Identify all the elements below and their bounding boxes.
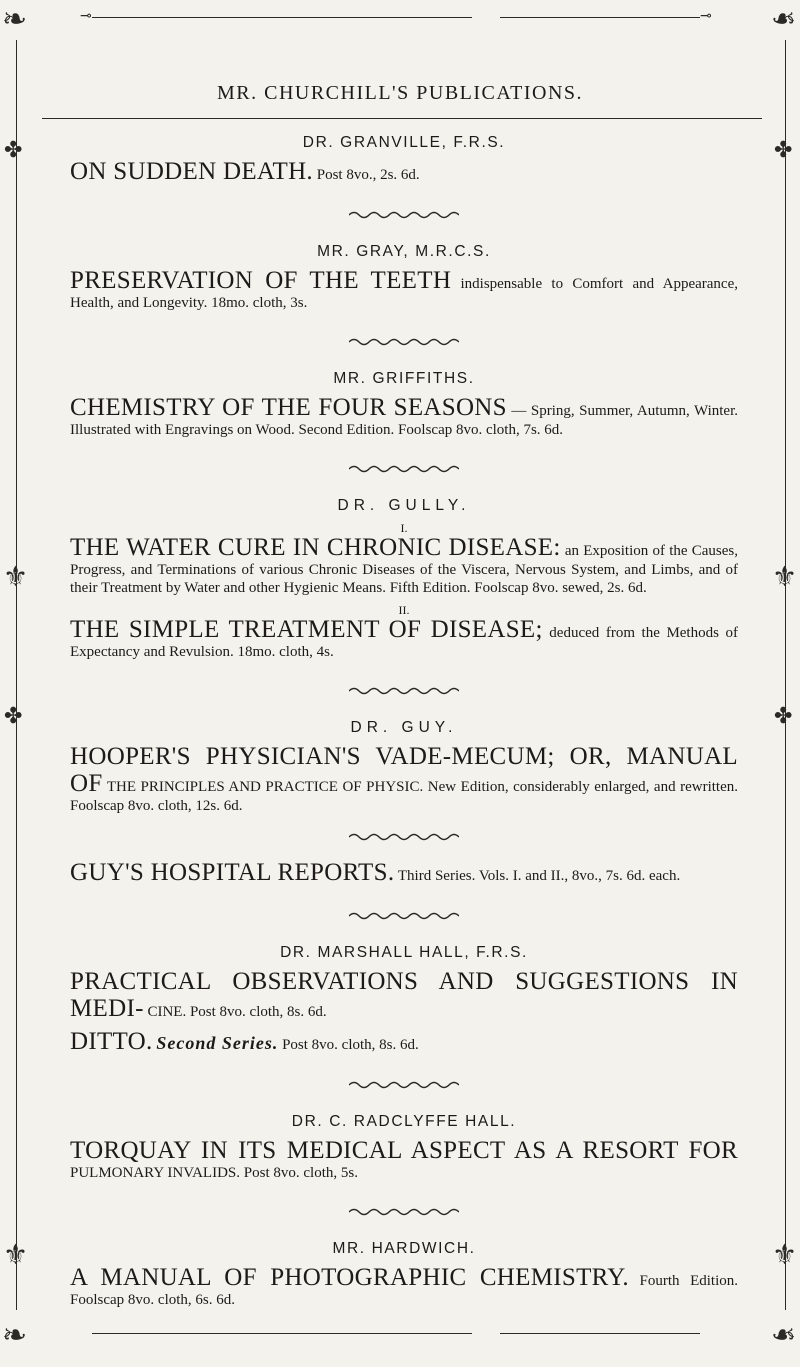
wavy-separator	[70, 207, 738, 227]
top-rule-right	[500, 17, 700, 18]
book-details: Third Series. Vols. I. and II., 8vo., 7s. 6d. each.	[394, 868, 681, 884]
author-heading: MR. GRAY, M.R.C.S.	[317, 243, 491, 260]
book-entry	[70, 1264, 738, 1309]
wavy-separator	[70, 1204, 738, 1224]
dart-ornament: ⊸	[80, 8, 92, 24]
book-entry	[70, 1137, 738, 1182]
entry-number: II.	[398, 603, 410, 617]
catalogue-section	[70, 370, 738, 439]
book-title: DITTO.	[70, 1028, 153, 1055]
book-entry	[70, 394, 738, 439]
corner-ornament-bottom-right: ❧	[770, 1318, 796, 1353]
book-title: PRACTICAL OBSERVATIONS AND SUGGESTIONS IN MEDI-	[70, 968, 738, 1022]
book-entry	[70, 743, 738, 815]
book-entry	[70, 1028, 738, 1055]
book-title: TORQUAY IN ITS MEDICAL ASPECT AS A RESORT FOR	[70, 1137, 738, 1164]
author-heading: DR. MARSHALL HALL, F.R.S.	[280, 944, 528, 961]
series-label: Second Series.	[156, 1033, 279, 1053]
catalogue-section	[70, 134, 738, 185]
catalogue-section	[70, 944, 738, 1055]
wavy-separator	[70, 908, 738, 928]
entry-number: I.	[400, 521, 408, 535]
catalogue-list	[70, 134, 738, 1309]
book-details: indispensable to Comfort and Appearance, Health, and Longevity. 18mo. cloth, 3s.	[70, 276, 738, 311]
side-ornament: ✤	[4, 138, 23, 163]
book-details: Post 8vo., 2s. 6d.	[312, 167, 420, 183]
right-border	[785, 40, 786, 1310]
author-heading: DR. GUY.	[350, 719, 458, 736]
bottom-rule-right	[500, 1333, 700, 1334]
book-entry	[70, 267, 738, 312]
wavy-separator	[70, 334, 738, 354]
catalogue-section	[70, 497, 738, 661]
book-details: — Spring, Summer, Autumn, Winter. Illustrated with Engravings on Wood. Second Edition. Foolscap 8vo. cloth, 7s. 6d.	[70, 403, 738, 438]
wavy-separator	[70, 829, 738, 849]
book-title: HOOPER'S PHYSICIAN'S VADE-MECUM; OR, MANUAL OF	[70, 743, 738, 797]
catalogue-section	[70, 243, 738, 312]
book-details: THE PRINCIPLES AND PRACTICE OF PHYSIC. New Edition, considerably enlarged, and rewritten. Foolscap 8vo. cloth, 12s. 6d.	[70, 779, 738, 814]
book-title: THE SIMPLE TREATMENT OF DISEASE;	[70, 616, 543, 643]
wavy-separator	[70, 683, 738, 703]
book-details: Post 8vo. cloth, 8s. 6d.	[278, 1037, 419, 1053]
catalogue-section	[70, 1240, 738, 1309]
book-title: A MANUAL OF PHOTOGRAPHIC CHEMISTRY.	[70, 1264, 629, 1291]
book-details: deduced from the Methods of Expectancy and Revulsion. 18mo. cloth, 4s.	[70, 625, 738, 660]
author-heading: DR. GULLY.	[337, 497, 471, 514]
book-entry	[70, 968, 738, 1022]
wavy-separator	[70, 1077, 738, 1097]
bottom-rule	[92, 1333, 472, 1334]
book-details: Fourth Edition. Foolscap 8vo. cloth, 6s. 6d.	[70, 1273, 738, 1308]
book-details: CINE. Post 8vo. cloth, 8s. 6d.	[143, 1004, 327, 1020]
side-ornament: ⚜	[772, 1238, 798, 1271]
side-ornament: ✤	[774, 138, 793, 163]
page-header: MR. CHURCHILL'S PUBLICATIONS.	[216, 82, 584, 104]
book-details: an Exposition of the Causes, Progress, and Terminations of various Chronic Diseases of the Viscera, Nervous System, and Limbs, and of their Treatment by Water and other Hygienic Means. Fifth Edition. Foolscap 8vo. sewed, 2s. 6d.	[70, 543, 738, 596]
book-title: THE WATER CURE IN CHRONIC DISEASE:	[70, 534, 561, 561]
book-details: PULMONARY INVALIDS. Post 8vo. cloth, 5s.	[70, 1165, 358, 1181]
side-ornament: ✤	[4, 704, 23, 729]
wavy-separator	[70, 461, 738, 481]
book-title: CHEMISTRY OF THE FOUR SEASONS	[70, 394, 507, 421]
side-ornament: ⚜	[3, 560, 29, 593]
left-border	[16, 40, 17, 1310]
corner-ornament-top-left: ❧	[2, 2, 28, 37]
author-heading: MR. HARDWICH.	[332, 1240, 476, 1257]
book-title: PRESERVATION OF THE TEETH	[70, 267, 452, 294]
book-entry	[70, 616, 738, 661]
author-heading: DR. GRANVILLE, F.R.S.	[302, 134, 506, 151]
author-heading: MR. GRIFFITHS.	[333, 370, 475, 387]
top-rule	[92, 17, 472, 18]
side-ornament: ✤	[774, 704, 793, 729]
side-ornament: ⚜	[772, 560, 798, 593]
catalogue-section	[70, 719, 738, 886]
book-title: GUY'S HOSPITAL REPORTS.	[70, 859, 395, 886]
corner-ornament-top-right: ❧	[770, 2, 796, 37]
catalogue-section	[70, 1113, 738, 1182]
book-entry	[70, 534, 738, 597]
header-rule	[42, 118, 762, 119]
dart-ornament: ⊸	[700, 8, 712, 24]
corner-ornament-bottom-left: ❧	[2, 1318, 28, 1353]
book-entry	[70, 859, 738, 886]
side-ornament: ⚜	[3, 1238, 29, 1271]
author-heading: DR. C. RADCLYFFE HALL.	[291, 1113, 517, 1130]
book-title: ON SUDDEN DEATH.	[70, 158, 313, 185]
book-entry	[70, 158, 738, 185]
